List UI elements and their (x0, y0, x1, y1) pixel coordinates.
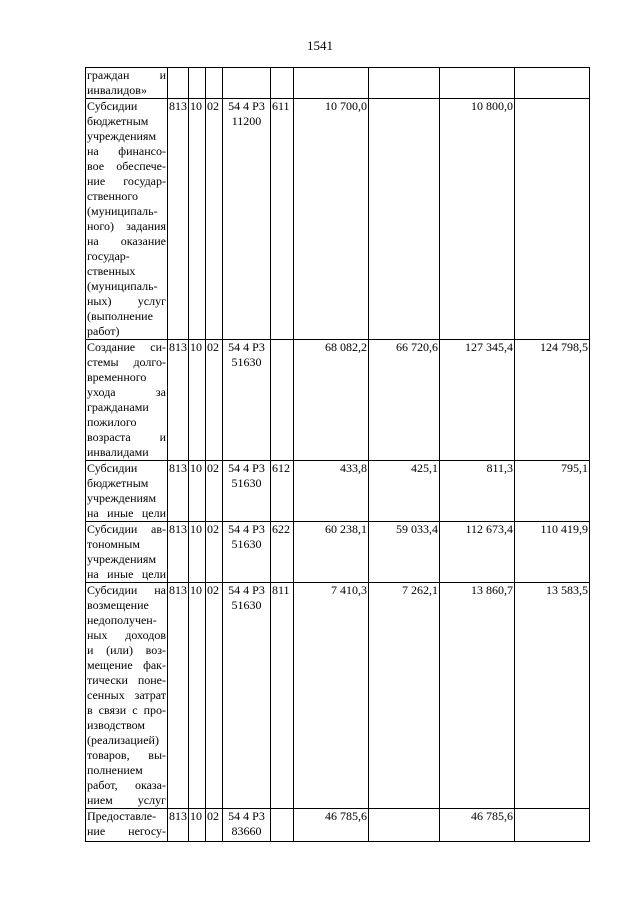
target-article-code (223, 522, 271, 583)
section-code: 10 (189, 340, 206, 461)
row-name-line: Предоставле- (87, 809, 157, 823)
row-name-line: (муниципаль- (87, 279, 158, 293)
row-name-line: граждан и (87, 68, 166, 82)
row-name-line: (выполнение (87, 309, 153, 323)
expense-type-code: 622 (271, 522, 294, 583)
target-article-line: 51630 (231, 476, 262, 490)
row-name-line: на иные цели (87, 567, 166, 581)
row-name-line: учреждениям (87, 491, 157, 505)
table-row (86, 461, 590, 522)
row-name-line: полнением (87, 763, 143, 777)
row-name-line: сенных затрат (87, 688, 166, 702)
gr-code: 813 (168, 340, 189, 461)
target-article-line: 54 4 Р3 (228, 809, 265, 823)
row-name-line: тически поне- (87, 673, 166, 687)
amount-v4: 110 419,9 (515, 522, 590, 583)
row-name (86, 809, 168, 842)
amount-v3: 10 800,0 (440, 99, 515, 340)
target-article-line: 51630 (231, 355, 262, 369)
row-name-line: ние государ- (87, 174, 166, 188)
amount-v3 (440, 68, 515, 99)
row-name-line: ного) задания (87, 219, 166, 233)
budget-table (85, 67, 590, 842)
row-name-line: гражданами (87, 400, 149, 414)
row-name-line: изводством (87, 718, 146, 732)
target-article-line: 11200 (231, 114, 262, 128)
target-article-line: 51630 (231, 598, 262, 612)
row-name (86, 522, 168, 583)
section-code: 10 (189, 583, 206, 809)
amount-v1: 68 082,2 (294, 340, 369, 461)
subsection-code (206, 68, 223, 99)
target-article-line: 54 4 Р3 (228, 340, 265, 354)
amount-v1: 46 785,6 (294, 809, 369, 842)
target-article-code (223, 340, 271, 461)
target-article-line: 54 4 Р3 (228, 522, 265, 536)
section-code: 10 (189, 99, 206, 340)
table-row (86, 522, 590, 583)
row-name-line: (муниципаль- (87, 204, 158, 218)
row-name-line: инвалидов» (87, 83, 147, 97)
row-name-line: (реализацией) (87, 733, 159, 747)
row-name (86, 583, 168, 809)
expense-type-code: 611 (271, 99, 294, 340)
amount-v3: 112 673,4 (440, 522, 515, 583)
amount-v3: 811,3 (440, 461, 515, 522)
section-code: 10 (189, 809, 206, 842)
row-name-line: учреждениям (87, 552, 157, 566)
gr-code: 813 (168, 99, 189, 340)
row-name-line: инвалидами (87, 445, 149, 459)
row-name-line: Субсидии ав- (87, 522, 166, 536)
table-row (86, 99, 590, 340)
expense-type-code (271, 68, 294, 99)
target-article-code (223, 461, 271, 522)
amount-v1: 7 410,3 (294, 583, 369, 809)
row-name-line: ных доходов (87, 628, 166, 642)
row-name-line: возмещение (87, 598, 149, 612)
section-code (189, 68, 206, 99)
amount-v2 (369, 99, 440, 340)
expense-type-code (271, 809, 294, 842)
row-name-line: ние негосу- (87, 824, 166, 838)
target-article-code (223, 99, 271, 340)
amount-v4: 795,1 (515, 461, 590, 522)
row-name (86, 99, 168, 340)
table-row (86, 68, 590, 99)
row-name-line: работ) (87, 324, 120, 338)
expense-type-code: 811 (271, 583, 294, 809)
row-name-line: на оказание (87, 234, 166, 248)
subsection-code: 02 (206, 99, 223, 340)
row-name-line: на иные цели (87, 506, 166, 520)
row-name-line: ных) услуг (87, 294, 166, 308)
table-row (86, 809, 590, 842)
row-name-line: временного (87, 370, 147, 384)
amount-v3: 46 785,6 (440, 809, 515, 842)
amount-v2 (369, 68, 440, 99)
amount-v4 (515, 809, 590, 842)
table-row (86, 583, 590, 809)
row-name-line: ственного (87, 189, 138, 203)
row-name-line: и (или) воз- (87, 643, 166, 657)
amount-v1: 10 700,0 (294, 99, 369, 340)
target-article-code (223, 809, 271, 842)
row-name-line: бюджетным (87, 114, 149, 128)
table-row (86, 340, 590, 461)
expense-type-code: 612 (271, 461, 294, 522)
target-article-line: 54 4 Р3 (228, 461, 265, 475)
amount-v4 (515, 68, 590, 99)
gr-code: 813 (168, 583, 189, 809)
amount-v4: 13 583,5 (515, 583, 590, 809)
row-name-line: пожилого (87, 415, 137, 429)
row-name-line: учреждениям (87, 129, 157, 143)
amount-v2: 59 033,4 (369, 522, 440, 583)
row-name-line: в связи с про- (87, 703, 166, 717)
row-name-line: бюджетным (87, 476, 149, 490)
section-code: 10 (189, 522, 206, 583)
amount-v1 (294, 68, 369, 99)
subsection-code: 02 (206, 522, 223, 583)
row-name-line: товаров, вы- (87, 748, 166, 762)
amount-v1: 433,8 (294, 461, 369, 522)
gr-code (168, 68, 189, 99)
amount-v2: 425,1 (369, 461, 440, 522)
subsection-code: 02 (206, 461, 223, 522)
target-article-code (223, 583, 271, 809)
row-name-line: ственных (87, 264, 136, 278)
row-name-line: мещение фак- (87, 658, 166, 672)
amount-v3: 127 345,4 (440, 340, 515, 461)
amount-v2 (369, 809, 440, 842)
subsection-code: 02 (206, 809, 223, 842)
row-name-line: государ- (87, 249, 130, 263)
row-name-line: недополучен- (87, 613, 157, 627)
row-name-line: тономным (87, 537, 140, 551)
row-name-line: вое обеспече- (87, 159, 166, 173)
subsection-code: 02 (206, 583, 223, 809)
amount-v3: 13 860,7 (440, 583, 515, 809)
target-article-code (223, 68, 271, 99)
target-article-line: 83660 (231, 824, 262, 838)
row-name-line: Создание си- (87, 340, 166, 354)
row-name-line: стемы долго- (87, 355, 166, 369)
row-name-line: Субсидии на (87, 583, 166, 597)
table-body (86, 68, 590, 842)
row-name-line: на финансо- (87, 144, 166, 158)
expense-type-code (271, 340, 294, 461)
amount-v2: 66 720,6 (369, 340, 440, 461)
row-name (86, 340, 168, 461)
target-article-line: 54 4 Р3 (228, 99, 265, 113)
amount-v4: 124 798,5 (515, 340, 590, 461)
amount-v4 (515, 99, 590, 340)
section-code: 10 (189, 461, 206, 522)
row-name-line: возраста и (87, 430, 166, 444)
gr-code: 813 (168, 522, 189, 583)
row-name-line: ухода за (87, 385, 166, 399)
page-number: 1541 (307, 38, 333, 53)
row-name-line: работ, оказа- (87, 778, 166, 792)
row-name (86, 68, 168, 99)
subsection-code: 02 (206, 340, 223, 461)
amount-v2: 7 262,1 (369, 583, 440, 809)
row-name-line: Субсидии (87, 99, 138, 113)
row-name-line: Субсидии (87, 461, 138, 475)
amount-v1: 60 238,1 (294, 522, 369, 583)
row-name (86, 461, 168, 522)
target-article-line: 51630 (231, 537, 262, 551)
gr-code: 813 (168, 461, 189, 522)
gr-code: 813 (168, 809, 189, 842)
row-name-line: нием услуг (87, 793, 166, 807)
target-article-line: 54 4 Р3 (228, 583, 265, 597)
